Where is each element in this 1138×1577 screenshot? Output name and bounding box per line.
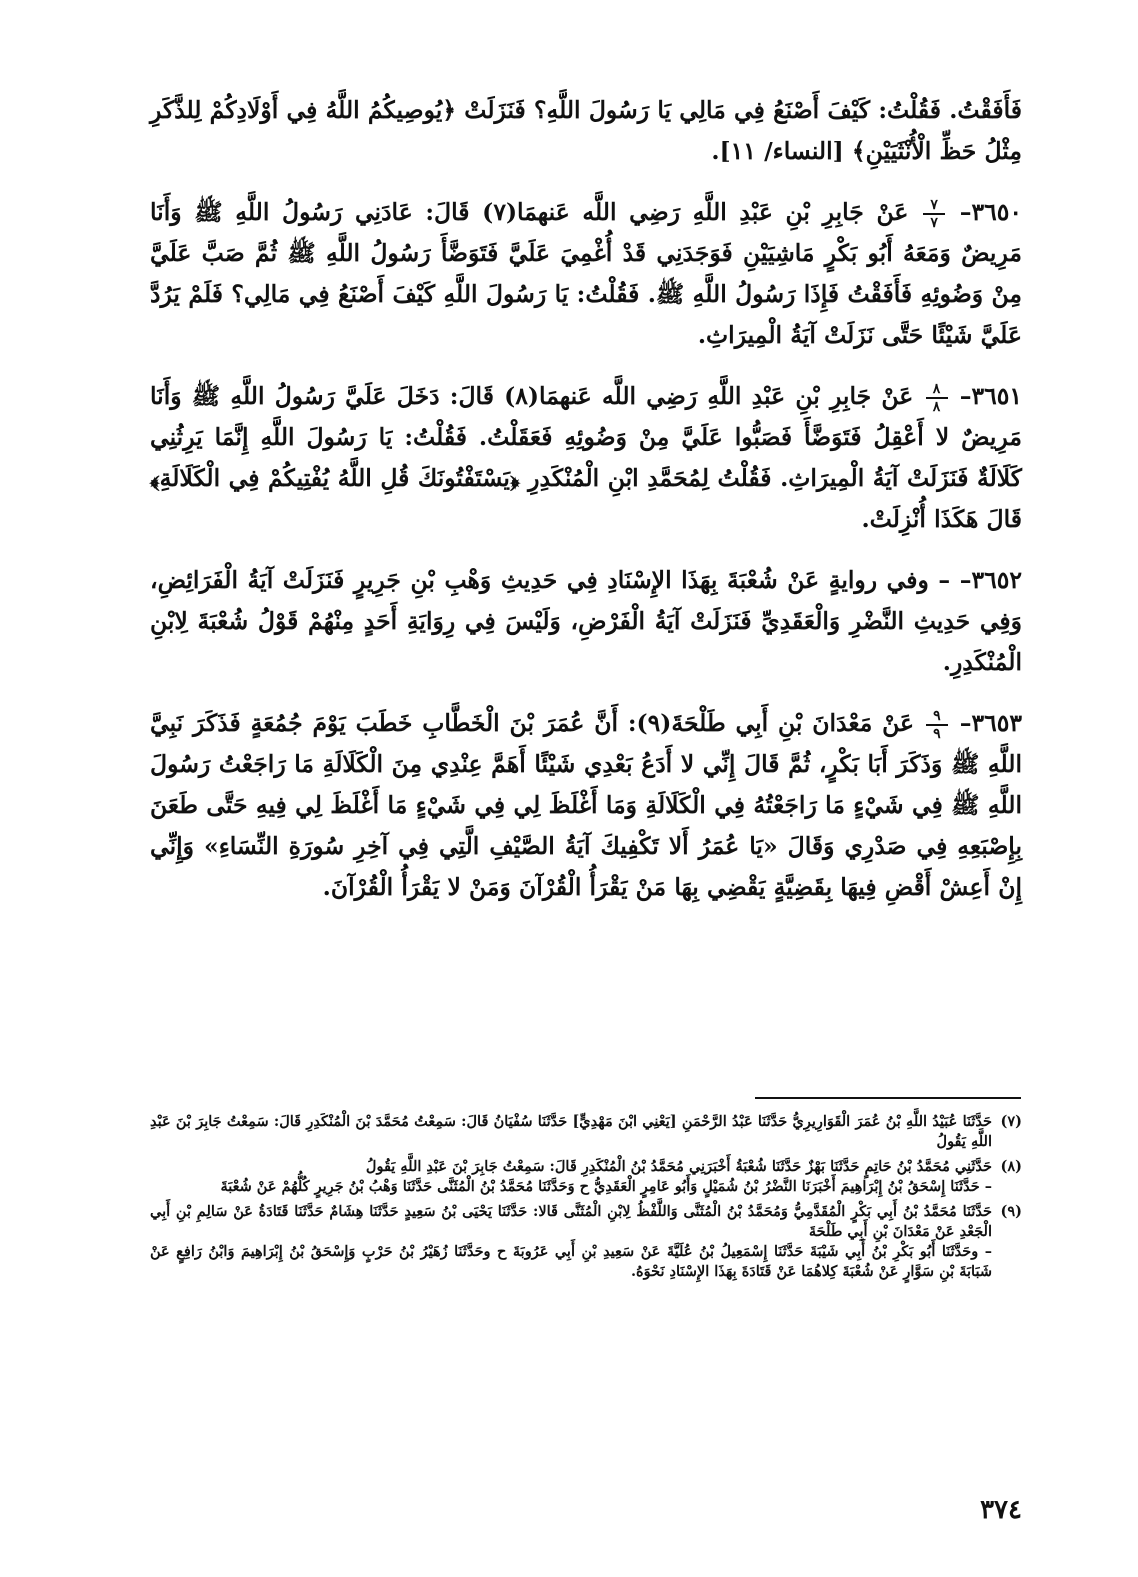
hadith-number: ٣٦٥٣– [959,709,1022,737]
hadith-number: ٣٦٥١– [959,382,1023,410]
paragraph-text: فَأَفَقْتُ. فَقُلْتُ: كَيْفَ أَصْنَعُ فِي مَالِي يَا رَسُولَ اللَّهِ؟ فَنَزَلَتْ ﴿يُوصِيكُمُ اللَّهُ فِي أَوْلَادِكُمْ لِلذَّكَرِ مِثْلُ حَظِّ الْأُنْثَيَيْنِ﴾ [النساء/ ١١]. [150,96,1022,165]
sub-number-top: ٩ [933,707,941,724]
continuation-paragraph [150,90,1022,172]
page-number: ٣٧٤ [980,1495,1022,1525]
hadith-3651 [150,376,1022,540]
sub-number [923,198,945,230]
footnotes-divider [755,1097,1021,1099]
hadith-number: ٣٦٥٢– [959,566,1022,594]
footnote-number: (٧) [1000,1113,1022,1130]
sub-number-top: ٨ [932,380,941,397]
footnote-7 [150,1112,1022,1152]
footnote-line: حَدَّثَنَا مُحَمَّدُ بْنُ أَبِي بَكْرٍ الْمُقَدَّمِيُّ وَمُحَمَّدُ بْنُ الْمُثَنَّى وَاللَّفْظُ لِابْنِ الْمُثَنَّى قَالا: حَدَّثَنَا يَحْيَى بْنُ سَعِيدٍ حَدَّثَنَا هِشَامٌ حَدَّثَنَا قَتَادَةُ عَنْ سَالِمِ بْنِ أَبِي الْجَعْدِ عَنْ مَعْدَانَ بْنِ أَبِي طَلْحَةَ [150,1203,992,1240]
main-text-block [150,90,1022,928]
hadith-text: عَنْ مَعْدَانَ بْنِ أَبِي طَلْحَةَ(٩): أَنَّ عُمَرَ بْنَ الْخَطَّابِ خَطَبَ يَوْمَ جُمُعَةٍ فَذَكَرَ نَبِيَّ اللَّهِ ﷺ وَذَكَرَ أَبَا بَكْرٍ، ثُمَّ قَالَ إِنِّي لا أَدَعُ بَعْدِي شَيْئًا أَهَمَّ عِنْدِي مِنَ الْكَلَالَةِ مَا رَاجَعْتُ رَسُولَ اللَّهِ ﷺ فِي شَيْءٍ مَا رَاجَعْتُهُ فِي الْكَلَالَةِ وَمَا أَغْلَظَ لِي فِي شَيْءٍ مَا أَغْلَظَ لِي فِيهِ حَتَّى طَعَنَ بِإِصْبَعِهِ فِي صَدْرِي وَقَالَ «يَا عُمَرُ أَلا تَكْفِيكَ آيَةُ الصَّيْفِ الَّتِي فِي آخِرِ سُورَةِ النِّسَاءِ» وَإِنِّي إِنْ أَعِشْ أَقْضِ فِيهَا بِقَضِيَّةٍ يَقْضِي بِهَا مَنْ يَقْرَأُ الْقُرْآنَ وَمَنْ لا يَقْرَأُ الْقُرْآنَ. [150,709,1022,901]
hadith-number: ٣٦٥٠– [959,198,1022,226]
hadith-3653 [150,703,1022,908]
sub-number [926,382,948,414]
footnote-9 [150,1202,1022,1282]
sub-number [926,709,948,741]
footnote-8 [150,1157,1022,1197]
sub-number-bottom: ٧ [930,214,938,231]
hadith-3652 [150,560,1022,683]
footnote-line: – حَدَّثَنَا إِسْحَقُ بْنُ إِبْرَاهِيمَ أَخْبَرَنَا النَّضْرُ بْنُ شُمَيْلٍ وَأَبُو عَامِرٍ الْعَقَدِيُّ ح وَحَدَّثَنَا مُحَمَّدُ بْنُ الْمُثَنَّى حَدَّثَنَا وَهْبُ بْنُ جَرِيرٍ كُلُّهُمْ عَنْ شُعْبَةَ [220,1178,992,1195]
footnote-line: حَدَّثَنَا عُبَيْدُ اللَّهِ بْنُ عُمَرَ الْقَوَارِيرِيُّ حَدَّثَنَا عَبْدُ الرَّحْمَنِ [يَعْنِي ابْنَ مَهْدِيٍّ] حَدَّثَنَا سُفْيَانُ قَالَ: سَمِعْتُ مُحَمَّدَ بْنَ الْمُنْكَدِرِ قَالَ: سَمِعْتُ جَابِرَ بْنَ عَبْدِ اللَّهِ يَقُولُ [150,1113,992,1150]
footnotes-block [150,1112,1022,1287]
hadith-text: عَنْ جَابِرِ بْنِ عَبْدِ اللَّهِ رَضِي اللَّه عَنهمَا(٧) قَالَ: عَادَنِي رَسُولُ اللَّهِ ﷺ وَأَنَا مَرِيضٌ وَمَعَهُ أَبُو بَكْرٍ مَاشِيَيْنِ فَوَجَدَنِي قَدْ أُغْمِيَ عَلَيَّ فَتَوَضَّأَ رَسُولُ اللَّهِ ﷺ ثُمَّ صَبَّ عَلَيَّ مِنْ وَضُوئِهِ فَأَفَقْتُ فَإِذَا رَسُولُ اللَّهِ ﷺ. فَقُلْتُ: يَا رَسُولَ اللَّهِ كَيْفَ أَصْنَعُ فِي مَالِي؟ فَلَمْ يَرُدَّ عَلَيَّ شَيْئًا حَتَّى نَزَلَتْ آيَةُ الْمِيرَاثِ. [150,198,1022,349]
footnote-number: (٨) [1000,1158,1022,1175]
footnote-line: حَدَّثَنِي مُحَمَّدُ بْنُ حَاتِمٍ حَدَّثَنَا بَهْزٌ حَدَّثَنَا شُعْبَةُ أَخْبَرَنِي مُحَمَّدُ بْنُ الْمُنْكَدِرِ قَالَ: سَمِعْتُ جَابِرَ بْنَ عَبْدِ اللَّهِ يَقُولُ [365,1158,992,1175]
footnote-line: – وحَدَّثَنَا أَبُو بَكْرِ بْنُ أَبِي شَيْبَةَ حَدَّثَنَا إِسْمَعِيلُ بْنُ عُلَيَّةَ عَنْ سَعِيدِ بْنِ أَبِي عَرُوبَةَ ح وحَدَّثَنَا زُهَيْرُ بْنُ حَرْبٍ وَإِسْحَقُ بْنُ إِبْرَاهِيمَ وَابْنُ رَافِعٍ عَنْ شَبَابَةَ بْنِ سَوَّارٍ عَنْ شُعْبَةَ كِلاهُمَا عَنْ قَتَادَةَ بِهَذَا الإِسْنَادِ نَحْوَهُ. [150,1243,992,1280]
sub-number-bottom: ٩ [933,725,941,742]
hadith-text: عَنْ جَابِرِ بْنِ عَبْدِ اللَّهِ رَضِي اللَّه عَنهمَا(٨) قَالَ: دَخَلَ عَلَيَّ رَسُولُ اللَّهِ ﷺ وَأَنَا مَرِيضٌ لا أَعْقِلُ فَتَوَضَّأَ فَصَبُّوا عَلَيَّ مِنْ وَضُوئِهِ فَعَقَلْتُ. فَقُلْتُ: يَا رَسُولَ اللَّهِ إِنَّمَا يَرِثُنِي كَلَالَةٌ فَنَزَلَتْ آيَةُ الْمِيرَاثِ. فَقُلْتُ لِمُحَمَّدِ ابْنِ الْمُنْكَدِرِ ﴿يَسْتَفْتُونَكَ قُلِ اللَّهُ يُفْتِيكُمْ فِي الْكَلَالَةِ﴾ قَالَ هَكَذَا أُنْزِلَتْ. [150,382,1022,533]
sub-number-top: ٧ [930,196,938,213]
footnote-number: (٩) [1000,1203,1022,1220]
sub-number-bottom: ٨ [932,398,941,415]
hadith-3650 [150,192,1022,356]
hadith-text: – وفي روايةٍ عَنْ شُعْبَةَ بِهَذَا الإِسْنَادِ فِي حَدِيثِ وَهْبِ بْنِ جَرِيرٍ فَنَزَلَتْ آيَةُ الْفَرَائِضِ، وَفِي حَدِيثِ النَّضْرِ وَالْعَقَدِيِّ فَنَزَلَتْ آيَةُ الْفَرْضِ، وَلَيْسَ فِي رِوَايَةِ أَحَدٍ مِنْهُمْ قَوْلُ شُعْبَةَ لِابْنِ الْمُنْكَدِرِ. [150,566,1022,676]
